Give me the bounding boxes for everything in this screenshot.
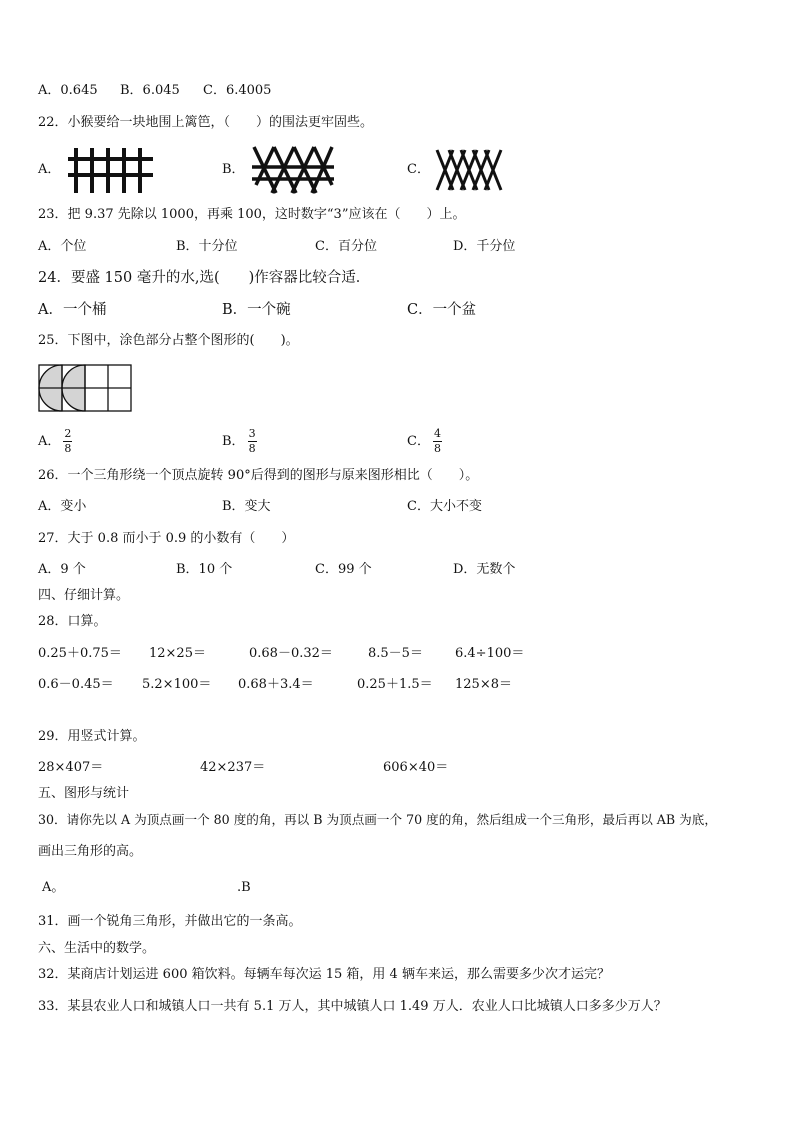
shaded-semicircles-in-grid-figure — [38, 364, 134, 412]
q24-option-a: A．一个桶 — [38, 302, 107, 318]
q22-label-b: B． — [222, 162, 245, 177]
q23-question: 23．把 9.37 先除以 1000，再乘 100，这时数字“3”应该在（ ）上。 — [38, 207, 466, 222]
zigzag-crossed-fence-icon — [435, 148, 503, 192]
q29-question: 29．用竖式计算。 — [38, 729, 146, 744]
q29-item1: 28×407＝ — [38, 760, 104, 775]
fraction-2-8 — [63, 428, 72, 455]
q21-option-b: B．6.045 — [120, 83, 180, 98]
fraction-denominator: 8 — [433, 442, 441, 455]
section-heading-4: 四、仔细计算。 — [38, 588, 130, 603]
q27-option-d: D．无数个 — [453, 562, 516, 577]
q25-label-a: A． — [38, 434, 61, 449]
q27-option-b: B．10 个 — [176, 562, 233, 577]
q28-row1-item1: 0.25＋0.75＝ — [38, 646, 122, 661]
q26-option-b: B．变大 — [222, 499, 271, 514]
q28-question: 28．口算。 — [38, 614, 107, 629]
q23-option-a: A．个位 — [38, 239, 87, 254]
q33-question: 33．某县农业人口和城镇人口一共有 5.1 万人，其中城镇人口 1.49 万人．农业人口比城镇人口多多少万人？ — [38, 999, 667, 1014]
fraction-numerator: 3 — [248, 427, 256, 440]
q22-question: 22．小猴要给一块地围上篱笆，（ ）的围法更牢固些。 — [38, 115, 374, 130]
section-heading-5: 五、图形与统计 — [38, 786, 130, 801]
q26-option-c: C．大小不变 — [407, 499, 482, 514]
fraction-numerator: 2 — [64, 427, 72, 440]
q25-option-b — [222, 428, 257, 455]
fraction-denominator: 8 — [248, 442, 256, 455]
q24-question: 24．要盛 150 毫升的水,选( )作容器比较合适． — [38, 270, 371, 286]
q26-question: 26．一个三角形绕一个顶点旋转 90°后得到的图形与原来图形相比（ ）。 — [38, 468, 479, 483]
q27-question: 27．大于 0.8 而小于 0.9 的小数有（ ） — [38, 531, 295, 546]
q28-row1-item3: 0.68－0.32＝ — [249, 646, 333, 661]
q21-option-a: A．0.645 — [38, 83, 98, 98]
q24-option-b: B．一个碗 — [222, 302, 291, 318]
q28-row1-item5: 6.4÷100＝ — [455, 646, 525, 661]
grid-fence-icon — [68, 145, 158, 195]
q25-label-c: C． — [407, 434, 430, 449]
fraction-denominator: 8 — [64, 442, 72, 455]
q22-label-a: A． — [38, 162, 61, 177]
q28-row2-item3: 0.68＋3.4＝ — [238, 677, 314, 692]
q25-question: 25．下图中，涂色部分占整个图形的( )。 — [38, 333, 299, 348]
fraction-3-8 — [248, 428, 257, 455]
q30-question-line2: 画出三角形的高。 — [38, 844, 143, 859]
q28-row2-item4: 0.25＋1.5＝ — [357, 677, 433, 692]
q23-option-c: C．百分位 — [315, 239, 377, 254]
q30-point-b: .B — [237, 880, 251, 895]
q31-question: 31．画一个锐角三角形，并做出它的一条高。 — [38, 914, 302, 929]
q28-row2-item1: 0.6－0.45＝ — [38, 677, 114, 692]
q30-point-a: A。 — [42, 880, 65, 895]
section-heading-6: 六、生活中的数学。 — [38, 941, 156, 956]
q22-label-c: C． — [407, 162, 430, 177]
q26-option-a: A．变小 — [38, 499, 87, 514]
q29-item3: 606×40＝ — [383, 760, 449, 775]
q25-option-c — [407, 428, 442, 455]
q23-option-d: D．千分位 — [453, 239, 516, 254]
q29-item2: 42×237＝ — [200, 760, 266, 775]
q28-row1-item4: 8.5－5＝ — [368, 646, 423, 661]
q28-row2-item5: 125×8＝ — [455, 677, 512, 692]
q21-option-c: C．6.4005 — [203, 83, 272, 98]
q32-question: 32．某商店计划运进 600 箱饮料。每辆车每次运 15 箱，用 4 辆车来运，那么需要多少次才运完？ — [38, 967, 610, 982]
q27-option-a: A．9 个 — [38, 562, 86, 577]
diagonal-cross-fence-icon — [252, 145, 334, 195]
q30-question-line1: 30．请你先以 A 为顶点画一个 80 度的角，再以 B 为顶点画一个 70 度的角，然后组成一个三角形，最后再以 AB 为底， — [38, 812, 717, 827]
q28-row2-item2: 5.2×100＝ — [142, 677, 212, 692]
q28-row1-item2: 12×25＝ — [149, 646, 206, 661]
q27-option-c: C．99 个 — [315, 562, 372, 577]
q25-label-b: B． — [222, 434, 245, 449]
fraction-4-8 — [433, 428, 442, 455]
q25-option-a — [38, 428, 72, 455]
q23-option-b: B．十分位 — [176, 239, 238, 254]
q24-option-c: C．一个盆 — [407, 302, 477, 318]
fraction-numerator: 4 — [433, 427, 441, 440]
